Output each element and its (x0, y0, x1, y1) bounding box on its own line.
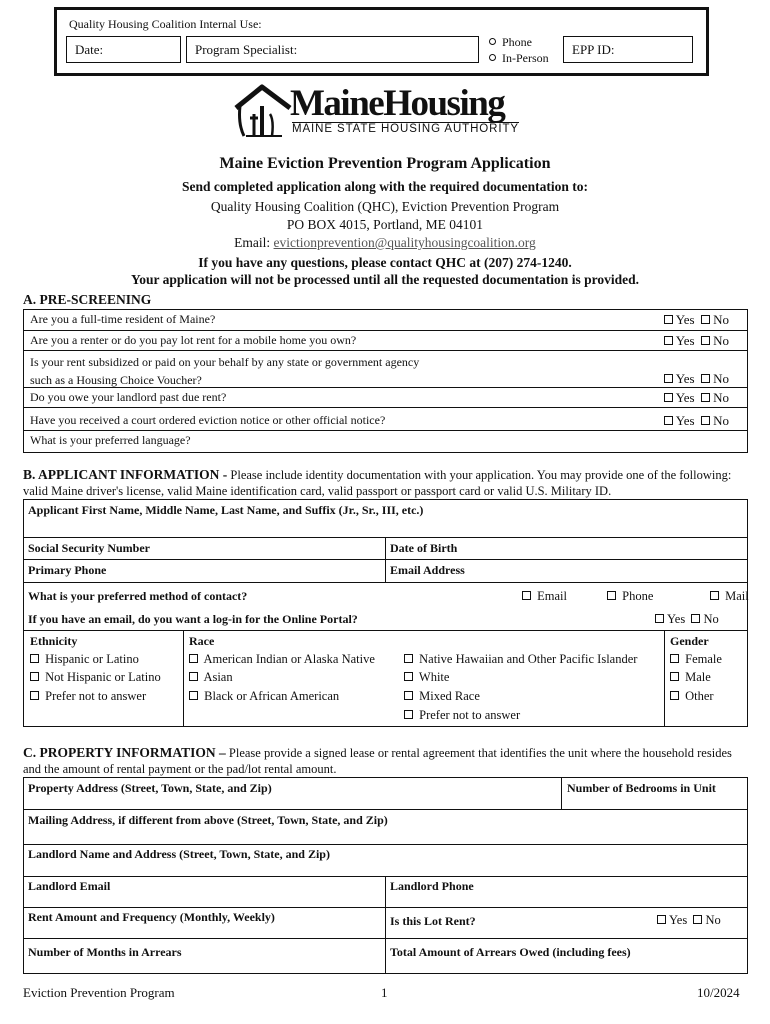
checkbox[interactable] (404, 672, 413, 681)
option-label: Mixed Race (419, 689, 480, 703)
property-intro-text: Please provide a signed lease or rental agreement that identifies the unit where the household resides and the amount of rental payment or the pad/lot rental amount. (23, 746, 732, 776)
applicant-table (23, 499, 748, 727)
date-label: Date: (75, 42, 104, 57)
no-label: No (713, 333, 729, 348)
prescreen-row (24, 387, 747, 407)
inperson-radio[interactable] (489, 50, 549, 66)
checkbox[interactable] (30, 654, 39, 663)
race-option[interactable] (189, 689, 339, 704)
option-label: Female (685, 652, 722, 666)
logo-subtitle: MAINE STATE HOUSING AUTHORITY (292, 123, 519, 135)
logo-name: MaineHousing (290, 83, 505, 124)
option-label: Phone (622, 589, 654, 603)
checkbox[interactable] (664, 374, 673, 383)
yes-label: Yes (675, 413, 695, 428)
option-label: Mail (725, 589, 749, 603)
portal-label: If you have an email, do you want a log-in for the Online Portal? (28, 612, 358, 626)
ethnicity-option[interactable] (30, 670, 161, 685)
option-label: Hispanic or Latino (45, 652, 139, 666)
yes-label: Yes (675, 390, 695, 405)
contact-mail-option[interactable] (710, 589, 749, 604)
dob-label: Date of Birth (390, 541, 458, 555)
option-label: Male (685, 670, 711, 684)
prescreen-row (24, 330, 747, 350)
checkbox[interactable] (670, 672, 679, 681)
checkbox[interactable] (522, 591, 531, 600)
program-specialist-label: Program Specialist: (195, 42, 298, 57)
phone-radio[interactable] (489, 34, 549, 50)
email-line (0, 235, 770, 251)
checkbox[interactable] (664, 336, 673, 345)
yes-label: Yes (675, 371, 695, 386)
portal-yes-no (655, 612, 719, 627)
date-field[interactable] (66, 36, 181, 63)
months-arrears-label: Number of Months in Arrears (28, 945, 182, 959)
option-label: Asian (203, 670, 233, 684)
question-text: Is your rent subsidized or paid on your behalf by any state or government agency (30, 355, 420, 369)
primary-phone-label: Primary Phone (28, 563, 107, 577)
checkbox[interactable] (701, 416, 710, 425)
property-table (23, 777, 748, 974)
ethnicity-label: Ethnicity (30, 634, 78, 648)
no-label: No (713, 413, 729, 428)
epp-id-label: EPP ID: (572, 42, 615, 57)
checkbox[interactable] (701, 374, 710, 383)
checkbox[interactable] (670, 691, 679, 700)
prescreen-table (23, 309, 748, 453)
checkbox[interactable] (404, 710, 413, 719)
page-title: Maine Eviction Prevention Program Application (219, 155, 551, 172)
checkbox[interactable] (607, 591, 616, 600)
internal-use-box (54, 7, 709, 76)
option-label: Not Hispanic or Latino (45, 670, 161, 684)
applicant-heading: B. APPLICANT INFORMATION - (23, 467, 228, 482)
footer-date: 10/2024 (697, 985, 740, 1000)
race-option[interactable] (404, 708, 520, 723)
rent-amount-label: Rent Amount and Frequency (Monthly, Weekly) (28, 910, 275, 924)
bedrooms-label: Number of Bedrooms in Unit (567, 781, 716, 795)
option-label: Other (685, 689, 714, 703)
lot-rent-yes-no (657, 913, 721, 928)
checkbox[interactable] (189, 672, 198, 681)
applicant-name-label: Applicant First Name, Middle Name, Last Name, and Suffix (Jr., Sr., III, etc.) (28, 503, 424, 517)
applicant-intro-text: Please include identity documentation with your application. You may provide one of the following: valid Maine driver's license, valid Maine identification card, valid passport or passport card or valid U.S. Military ID. (23, 468, 732, 498)
total-arrears-label: Total Amount of Arrears Owed (including fees) (390, 945, 631, 959)
race-option[interactable] (404, 670, 449, 685)
contact-type-radios (489, 34, 549, 66)
prescreen-row (24, 310, 747, 330)
page-number: 1 (381, 985, 388, 1000)
property-address-label: Property Address (Street, Town, State, and Zip) (28, 781, 272, 795)
question-text: such as a Housing Choice Voucher? (30, 373, 202, 387)
option-label: Prefer not to answer (45, 689, 147, 703)
checkbox[interactable] (189, 691, 198, 700)
yes-no-choice (664, 370, 729, 388)
yes-no-choice (664, 312, 729, 328)
contact-phone-option[interactable] (607, 589, 653, 604)
address-line: PO BOX 4015, Portland, ME 04101 (286, 217, 484, 232)
no-label: No (703, 612, 719, 626)
checkbox[interactable] (657, 915, 666, 924)
yes-label: Yes (675, 333, 695, 348)
yes-no-choice (664, 390, 729, 406)
send-instruction: Send completed application along with the required documentation to: (181, 179, 589, 194)
program-specialist-field[interactable] (186, 36, 479, 63)
mailing-address-label: Mailing Address, if different from above (Street, Town, State, and Zip) (28, 813, 388, 827)
question-text: Are you a full-time resident of Maine? (30, 312, 216, 326)
org-line: Quality Housing Coalition (QHC), Eviction Prevention Program (210, 199, 560, 214)
no-label: No (713, 390, 729, 405)
no-label: No (713, 371, 729, 386)
no-label: No (713, 312, 729, 327)
applicant-intro (23, 467, 748, 499)
email-label: Email: (234, 235, 271, 250)
question-text: Are you a renter or do you pay lot rent for a mobile home you own? (30, 333, 357, 347)
checkbox[interactable] (189, 654, 198, 663)
internal-use-label: Quality Housing Coalition Internal Use: (69, 17, 262, 31)
question-text: Have you received a court ordered eviction notice or other official notice? (30, 413, 386, 427)
prescreen-row (24, 407, 747, 430)
inperson-radio-label: In-Person (502, 51, 549, 65)
email-link[interactable]: evictionprevention@qualityhousingcoalition.org (273, 235, 536, 250)
house-logo-icon (232, 84, 294, 138)
radio-circle-icon (489, 54, 496, 61)
checkbox[interactable] (404, 654, 413, 663)
email-address-label: Email Address (390, 563, 465, 577)
property-heading: C. PROPERTY INFORMATION – (23, 745, 226, 760)
option-label: Email (537, 589, 567, 603)
ethnicity-option[interactable] (30, 652, 139, 667)
radio-circle-icon (489, 38, 496, 45)
yes-no-choice (664, 413, 729, 429)
question-text: Do you owe your landlord past due rent? (30, 390, 227, 404)
property-intro (23, 745, 748, 777)
checkbox[interactable] (404, 691, 413, 700)
checkbox[interactable] (664, 315, 673, 324)
race-option[interactable] (189, 652, 375, 667)
prescreen-row[interactable] (24, 430, 747, 452)
race-label: Race (189, 634, 215, 648)
race-option[interactable] (404, 652, 637, 667)
ssn-label: Social Security Number (28, 541, 150, 555)
race-option[interactable] (189, 670, 233, 685)
option-label: White (418, 670, 450, 684)
checkbox[interactable] (701, 315, 710, 324)
questions-line: If you have any questions, please contact QHC at (207) 274-1240. (198, 255, 572, 270)
no-label: No (705, 913, 721, 927)
checkbox[interactable] (670, 654, 679, 663)
yes-label: Yes (675, 312, 695, 327)
ethnicity-option[interactable] (30, 689, 146, 704)
contact-method-label: What is your preferred method of contact? (28, 589, 248, 603)
landlord-phone-label: Landlord Phone (390, 879, 474, 893)
prescreen-heading: A. PRE-SCREENING (23, 292, 152, 307)
gender-label: Gender (670, 634, 709, 648)
processing-line: Your application will not be processed until all the requested documentation is provided. (131, 272, 639, 287)
checkbox[interactable] (655, 614, 664, 623)
contact-email-option[interactable] (522, 589, 567, 604)
checkbox[interactable] (30, 672, 39, 681)
landlord-name-label: Landlord Name and Address (Street, Town, State, and Zip) (28, 847, 330, 861)
option-label: Prefer not to answer (419, 708, 521, 722)
epp-id-field[interactable] (563, 36, 693, 63)
question-text: What is your preferred language? (30, 433, 191, 447)
checkbox[interactable] (30, 691, 39, 700)
landlord-email-label: Landlord Email (28, 879, 111, 893)
gender-option[interactable] (670, 652, 722, 667)
prescreen-row (24, 350, 747, 387)
checkbox[interactable] (691, 614, 700, 623)
phone-radio-label: Phone (502, 35, 532, 49)
lot-rent-label: Is this Lot Rent? (390, 914, 476, 928)
race-option[interactable] (404, 689, 480, 704)
mainehousing-logo (232, 84, 537, 136)
gender-option[interactable] (670, 670, 711, 685)
checkbox[interactable] (710, 591, 719, 600)
checkbox[interactable] (664, 416, 673, 425)
checkbox[interactable] (701, 336, 710, 345)
option-label: Black or African American (204, 689, 340, 703)
yes-label: Yes (667, 612, 686, 626)
gender-option[interactable] (670, 689, 714, 704)
checkbox[interactable] (701, 393, 710, 402)
yes-label: Yes (669, 913, 688, 927)
footer-program: Eviction Prevention Program (23, 985, 175, 1000)
checkbox[interactable] (693, 915, 702, 924)
checkbox[interactable] (664, 393, 673, 402)
option-label: Native Hawaiian and Other Pacific Islander (419, 652, 638, 666)
option-label: American Indian or Alaska Native (203, 652, 375, 666)
yes-no-choice (664, 333, 729, 349)
